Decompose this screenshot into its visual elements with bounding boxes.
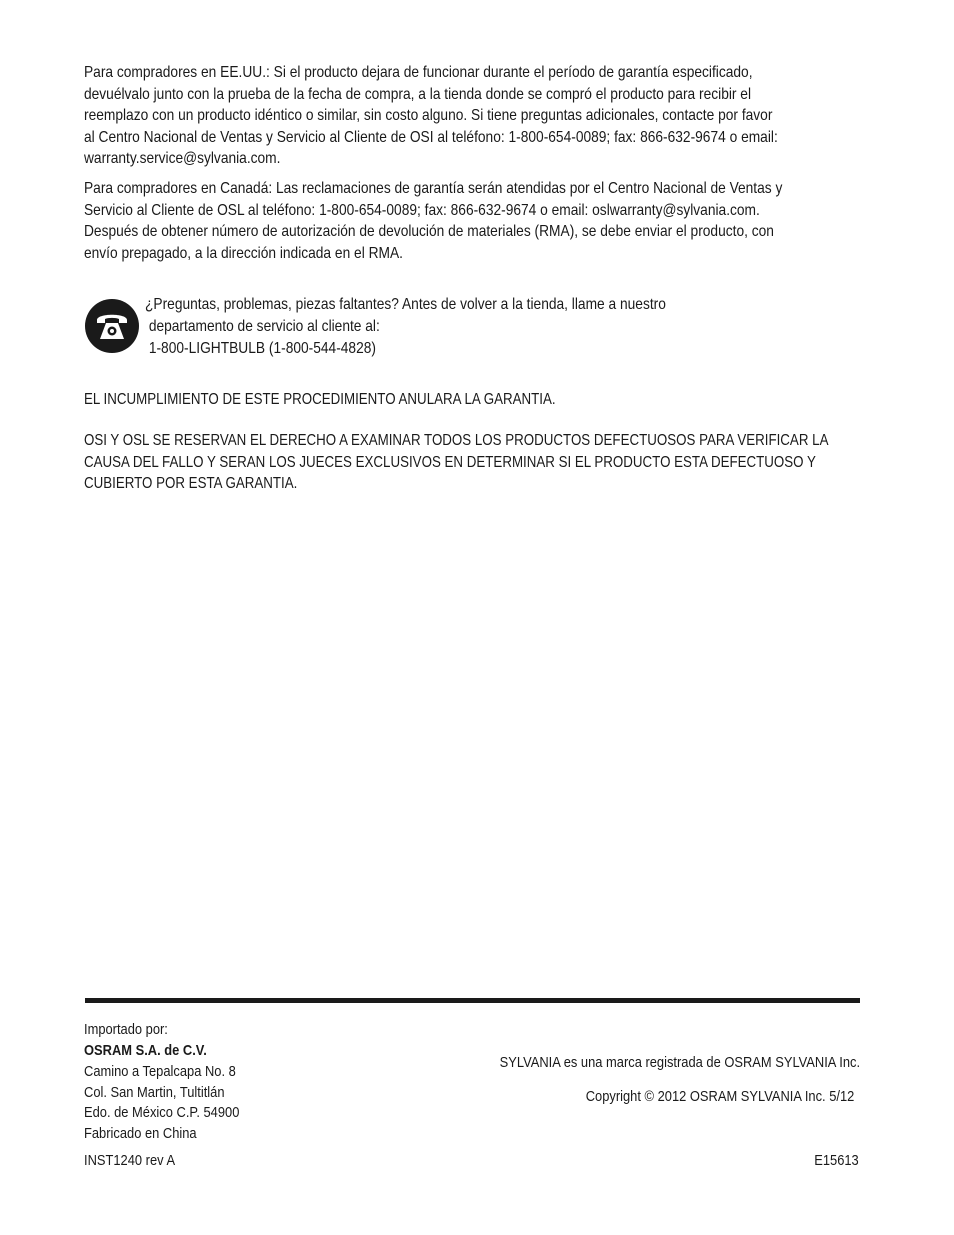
void-notice [84,389,556,411]
paragraph-line: Para compradores en EE.UU.: Si el producto dejara de funcionar durante el período de garantía especificado, [84,64,753,81]
importer-label: Importado por: [84,1021,168,1038]
telephone-icon [85,299,139,353]
paragraph-line: devuélvalo junto con la prueba de la fecha de compra, a la tienda donde se compró el producto para recibir el [84,85,752,103]
address-line: Col. San Martin, Tultitlán [84,1083,225,1101]
customer-service-note [145,294,666,360]
divider-rule [85,998,860,1003]
support-line: departamento de servicio al cliente al: [145,317,380,335]
paragraph-line: al Centro Nacional de Ventas y Servicio al Cliente de OSI al teléfono: 1-800-654-0089; fax: 866-632-9674 o email: [84,128,778,146]
canada-warranty-paragraph [84,178,782,264]
importer-company: OSRAM S.A. de C.V. [84,1041,207,1059]
support-line: ¿Preguntas, problemas, piezas faltantes? Antes de volver a la tienda, llame a nuestro [145,296,666,313]
paragraph-line: envío prepagado, a la dirección indicada en el RMA. [84,244,403,262]
void-notice-text: EL INCUMPLIMIENTO DE ESTE PROCEDIMIENTO ANULARA LA GARANTIA. [84,391,556,408]
paragraph-line: Servicio al Cliente de OSL al teléfono: 1-800-654-0089; fax: 866-632-9674 o email: oslwarranty@sylvania.com. [84,201,760,219]
support-phone-number: 1-800-LIGHTBULB (1-800-544-4828) [145,340,376,357]
document-code: E15613 [814,1152,859,1169]
notice-line: OSI Y OSL SE RESERVAN EL DERECHO A EXAMINAR TODOS LOS PRODUCTOS DEFECTUOSOS PARA VERIFICAR LA [84,432,829,449]
paragraph-line: reemplazo con un producto idéntico o similar, sin costo alguno. Si tiene preguntas adicionales, contacte por favor [84,107,773,124]
copyright-notice: Copyright © 2012 OSRAM SYLVANIA Inc. 5/12 [585,1088,854,1105]
address-line: Camino a Tepalcapa No. 8 [84,1063,236,1080]
trademark-notice: SYLVANIA es una marca registrada de OSRAM SYLVANIA Inc. [499,1054,860,1071]
importer-block [84,1020,239,1144]
notice-line: CAUSA DEL FALLO Y SERAN LOS JUECES EXCLUSIVOS EN DETERMINAR SI EL PRODUCTO ESTA DEFECTUOSO Y [84,453,816,471]
paragraph-line: Después de obtener número de autorización de devolución de materiales (RMA), se debe enviar el producto, con [84,223,774,240]
notice-line: CUBIERTO POR ESTA GARANTIA. [84,475,298,492]
rights-notice [84,430,828,495]
us-warranty-paragraph [84,62,778,170]
address-line: Fabricado en China [84,1124,197,1142]
paragraph-line: Para compradores en Canadá: Las reclamaciones de garantía serán atendidas por el Centro Nacional de Ventas y [84,180,783,197]
instruction-code: INST1240 rev A [84,1152,176,1169]
paragraph-line: warranty.service@sylvania.com. [84,150,281,167]
address-line: Edo. de México C.P. 54900 [84,1104,240,1121]
